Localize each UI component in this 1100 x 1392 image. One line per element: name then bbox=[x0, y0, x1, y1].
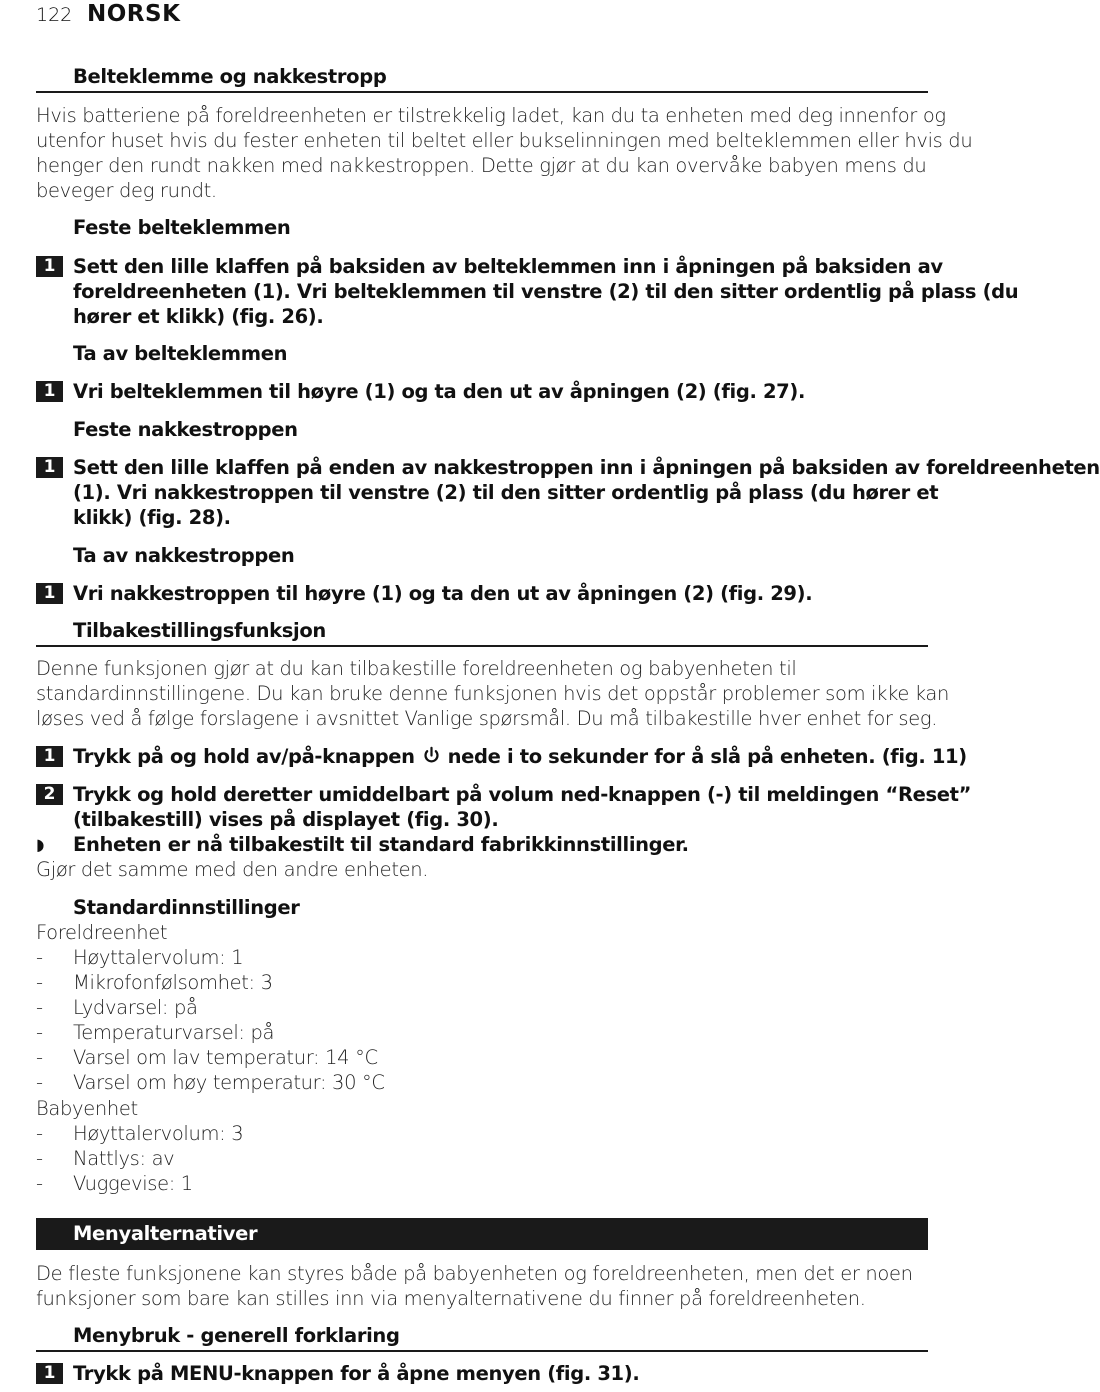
step-text: Trykk og hold deretter umiddelbart på volum ned-knappen (-) til meldingen “Reset” bbox=[73, 783, 972, 806]
step-number-badge: 2 bbox=[36, 784, 63, 805]
paragraph-line: utenfor huset hvis du fester enheten til beltet eller bukselinningen med belteklemmen eller hvis du bbox=[36, 129, 973, 152]
step-number-badge: 1 bbox=[36, 1363, 63, 1384]
list-item: Lydvarsel: på bbox=[73, 996, 198, 1019]
step-text: Sett den lille klaffen på baksiden av belteklemmen inn i åpningen på baksiden av bbox=[73, 255, 943, 278]
step-text: Vri belteklemmen til høyre (1) og ta den ut av åpningen (2) (fig. 27). bbox=[73, 380, 806, 403]
section-rule bbox=[36, 91, 928, 93]
step-number-badge: 1 bbox=[36, 457, 63, 478]
result-text: Enheten er nå tilbakestilt til standard fabrikkinnstillinger. bbox=[73, 833, 689, 856]
subsection-title: Menybruk - generell forklaring bbox=[73, 1324, 400, 1347]
step-text: Trykk på MENU-knappen for å åpne menyen (fig. 31). bbox=[73, 1362, 640, 1385]
list-dash: - bbox=[36, 1147, 43, 1170]
list-dash: - bbox=[36, 1071, 43, 1094]
list-item: Høyttalervolum: 1 bbox=[73, 946, 244, 969]
list-item: Varsel om høy temperatur: 30 °C bbox=[73, 1071, 385, 1094]
list-item: Vuggevise: 1 bbox=[73, 1172, 193, 1195]
step-text: hører et klikk) (fig. 26). bbox=[73, 305, 324, 328]
list-item: Temperaturvarsel: på bbox=[73, 1021, 275, 1044]
section-title-bar bbox=[36, 1218, 928, 1250]
defaults-group-label: Babyenhet bbox=[36, 1097, 138, 1120]
paragraph-line: standardinnstillingene. Du kan bruke denne funksjonen hvis det oppstår problemer som ikke kan bbox=[36, 682, 950, 705]
power-icon bbox=[423, 746, 440, 765]
language-heading: NORSK bbox=[87, 1, 181, 27]
paragraph-line: beveger deg rundt. bbox=[36, 179, 217, 202]
step-text: Sett den lille klaffen på enden av nakkestroppen inn i åpningen på baksiden av foreldreenheten bbox=[73, 456, 1100, 479]
subsection-title: Feste nakkestroppen bbox=[73, 418, 298, 441]
section-title-reset: Tilbakestillingsfunksjon bbox=[73, 619, 326, 642]
paragraph-line: Hvis batteriene på foreldreenheten er tilstrekkelig ladet, kan du ta enheten med deg innenfor og bbox=[36, 104, 946, 127]
step-text: Vri nakkestroppen til høyre (1) og ta den ut av åpningen (2) (fig. 29). bbox=[73, 582, 813, 605]
defaults-title: Standardinnstillinger bbox=[73, 896, 300, 919]
section-title-menu-options: Menyalternativer bbox=[73, 1222, 258, 1245]
subsection-title: Feste belteklemmen bbox=[73, 216, 291, 239]
section-rule bbox=[36, 645, 928, 647]
section-rule bbox=[36, 1350, 928, 1352]
defaults-group-label: Foreldreenhet bbox=[36, 921, 168, 944]
step-number-badge: 1 bbox=[36, 746, 63, 767]
step-text-part: Trykk på og hold av/på-knappen bbox=[73, 745, 415, 768]
subsection-title: Ta av belteklemmen bbox=[73, 342, 288, 365]
list-dash: - bbox=[36, 946, 43, 969]
paragraph-line: løses ved å følge forslagene i avsnittet Vanlige spørsmål. Du må tilbakestille hver enhet for seg. bbox=[36, 707, 938, 730]
list-dash: - bbox=[36, 971, 43, 994]
paragraph-line: Denne funksjonen gjør at du kan tilbakestille foreldreenheten og babyenheten til bbox=[36, 657, 797, 680]
list-item: Høyttalervolum: 3 bbox=[73, 1122, 244, 1145]
list-item: Nattlys: av bbox=[73, 1147, 175, 1170]
step-number-badge: 1 bbox=[36, 256, 63, 277]
step-text: (tilbakestill) vises på displayet (fig. 30). bbox=[73, 808, 499, 831]
note-text: Gjør det samme med den andre enheten. bbox=[36, 858, 429, 881]
step-number-badge: 1 bbox=[36, 381, 63, 402]
paragraph-line: funksjoner som bare kan stilles inn via menyalternativene du finner på foreldreenheten. bbox=[36, 1287, 866, 1310]
list-dash: - bbox=[36, 996, 43, 1019]
list-dash: - bbox=[36, 1046, 43, 1069]
step-text bbox=[73, 744, 967, 769]
subsection-title: Ta av nakkestroppen bbox=[73, 544, 295, 567]
list-dash: - bbox=[36, 1122, 43, 1145]
list-item: Mikrofonfølsomhet: 3 bbox=[73, 971, 273, 994]
step-text: foreldreenheten (1). Vri belteklemmen til venstre (2) til den sitter ordentlig på plass (du bbox=[73, 280, 1019, 303]
paragraph-line: henger den rundt nakken med nakkestroppen. Dette gjør at du kan overvåke babyen mens du bbox=[36, 154, 927, 177]
page-number: 122 bbox=[36, 4, 73, 26]
section-title-belt-clip-neck-strap: Belteklemme og nakkestropp bbox=[73, 65, 387, 88]
step-text-part: nede i to sekunder for å slå på enheten. (fig. 11) bbox=[447, 745, 967, 768]
step-text: (1). Vri nakkestroppen til venstre (2) til den sitter ordentlig på plass (du hører et bbox=[73, 481, 939, 504]
list-item: Varsel om lav temperatur: 14 °C bbox=[73, 1046, 378, 1069]
paragraph-line: De fleste funksjonene kan styres både på babyenheten og foreldreenheten, men det er noen bbox=[36, 1262, 913, 1285]
list-dash: - bbox=[36, 1172, 43, 1195]
list-dash: - bbox=[36, 1021, 43, 1044]
step-text: klikk) (fig. 28). bbox=[73, 506, 231, 529]
result-bullet-icon: ◗ bbox=[36, 835, 45, 854]
step-number-badge: 1 bbox=[36, 583, 63, 604]
